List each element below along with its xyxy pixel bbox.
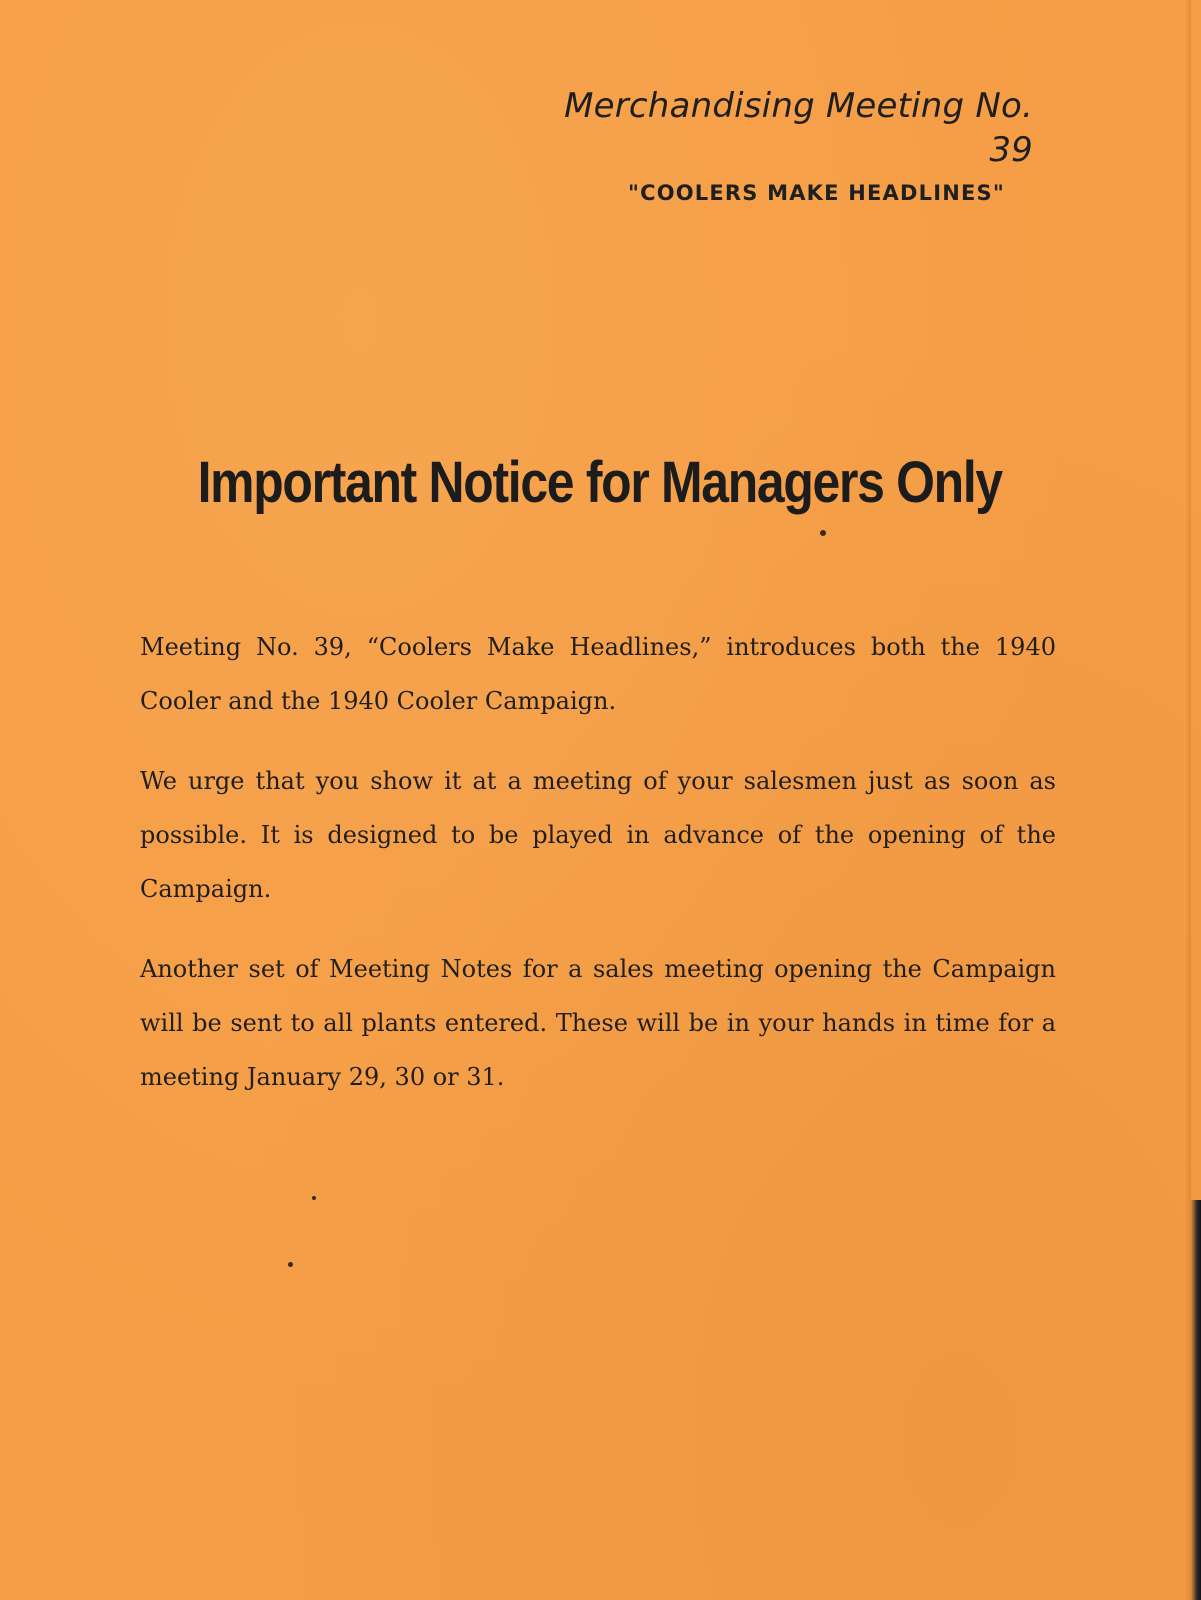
body-paragraph: Another set of Meeting Notes for a sales meeting opening the Campaign will be sent to all plants entered. These will be in your hands in time for a meeting January 29, 30 or 31. (140, 955, 1056, 1091)
ink-speck (312, 1196, 316, 1200)
page-edge-dark (1191, 1200, 1201, 1600)
ink-speck (288, 1262, 293, 1267)
meeting-subtitle: "COOLERS MAKE HEADLINES" (627, 181, 1005, 205)
ink-speck (820, 530, 826, 536)
body-paragraph: Meeting No. 39, “Coolers Make Headlines,” introduces both the 1940 Cooler and the 1940 Cooler Campaign. (140, 633, 1056, 715)
notice-heading: Important Notice for Managers Only (197, 450, 1002, 515)
body-paragraph: We urge that you show it at a meeting of your salesmen just as soon as possible. It is designed to be played in advance of the opening of the Campaign. (140, 767, 1056, 903)
header-block (513, 84, 1033, 208)
notice-body (140, 620, 1056, 1130)
meeting-title: Merchandising Meeting No. 39 (564, 86, 1033, 170)
